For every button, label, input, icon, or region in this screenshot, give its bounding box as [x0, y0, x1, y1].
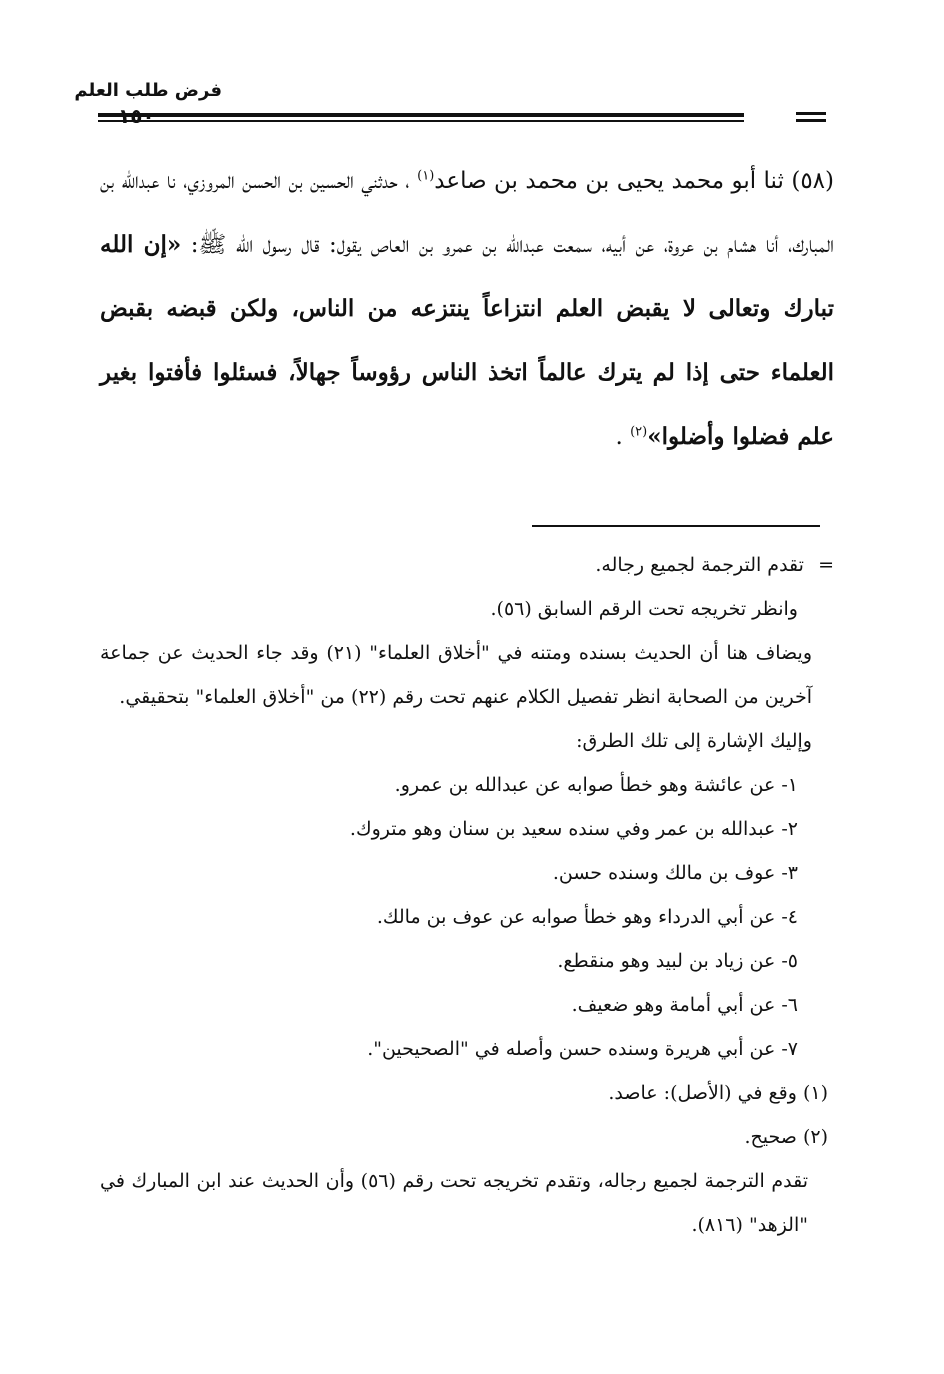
header-rule — [98, 113, 744, 117]
footnote-text: تقدم الترجمة لجميع رجاله. — [595, 554, 804, 576]
footnote-line: وانظر تخريجه تحت الرقم السابق (٥٦). — [490, 598, 798, 620]
list-item: ١- عن عائشة وهو خطأ صوابه عن عبدالله بن عمرو. — [394, 774, 798, 796]
hadith-text — [100, 150, 834, 469]
footnote-ref-1: (١) — [417, 168, 435, 184]
footnote-ref-2: (٢) — [630, 424, 648, 440]
hadith-matn: «إن الله تبارك وتعالى — [100, 231, 835, 322]
hadith-paragraph — [100, 150, 834, 469]
footnote-line: وإليك الإشارة إلى تلك الطرق: — [576, 730, 812, 752]
continuation-marker: = — [818, 554, 834, 576]
hadith-isnad: ، حدثني الحسين بن — [288, 168, 410, 194]
hadith-isnad: الحسن المروزي، نا عبدالله بن المبارك، أنا هشام بن عروة، عن أبيه، سمعت — [100, 168, 835, 258]
footnote-2: (٢) صحيح. — [744, 1126, 828, 1148]
hadith-end: . — [615, 424, 623, 450]
list-item: ٦- عن أبي أمامة وهو ضعيف. — [571, 994, 798, 1016]
list-item: ٥- عن زياد بن لبيد وهو منقطع. — [557, 950, 798, 972]
hadith-matn: لا يقبض العلم انتزاعاً ينتزعه من الناس، ولكن قبضه بقبض العلماء حتى إذا لم — [100, 295, 834, 386]
list-item: ٤- عن أبي الدرداء وهو خطأ صوابه عن عوف بن مالك. — [376, 906, 798, 928]
footnote-separator — [532, 525, 820, 527]
footnote-paragraph: ويضاف هنا أن الحديث بسنده ومتنه في "أخلاق العلماء" (٢١) وقد جاء الحديث عن جماعة آخرين من الصحابة انظر تفصيل الكلام عنهم تحت رقم (٢٢) من "أخلاق العلماء" بتحقيقي. — [100, 642, 812, 708]
footnote-line — [100, 543, 834, 587]
hadith-isnad: (٥٨) ثنا أبو محمد يحيى بن محمد بن صاعد — [434, 168, 835, 194]
header-rule-thin — [98, 120, 744, 122]
footnote-1: (١) وقع في (الأصل): عاصد. — [608, 1082, 828, 1104]
list-item: ٧- عن أبي هريرة وسنده حسن وأصله في "الصحيحين". — [367, 1038, 798, 1060]
header-dash — [796, 119, 826, 122]
list-item: ٢- عبدالله بن عمر وفي سنده سعيد بن سنان وهو متروك. — [349, 818, 798, 840]
header-dash — [796, 112, 826, 115]
list-item: ٣- عوف بن مالك وسنده حسن. — [552, 862, 798, 884]
hadith-matn: يترك عالماً اتخذ الناس رؤوساً جهالاً، فسئلوا فأفتوا بغير علم فضلوا وأضلوا» — [100, 359, 834, 450]
running-header-title: فرض طلب العلم — [74, 80, 222, 101]
hadith-isnad: عبدالله بن عمرو بن العاص يقول: قال رسول الله ﷺ: — [190, 232, 544, 258]
footnote-paragraph: تقدم الترجمة لجميع رجاله، وتقدم تخريجه تحت رقم (٥٦) وأن الحديث عند ابن المبارك في "الزهد" (٨١٦). — [100, 1170, 808, 1236]
footnotes — [100, 543, 834, 1247]
